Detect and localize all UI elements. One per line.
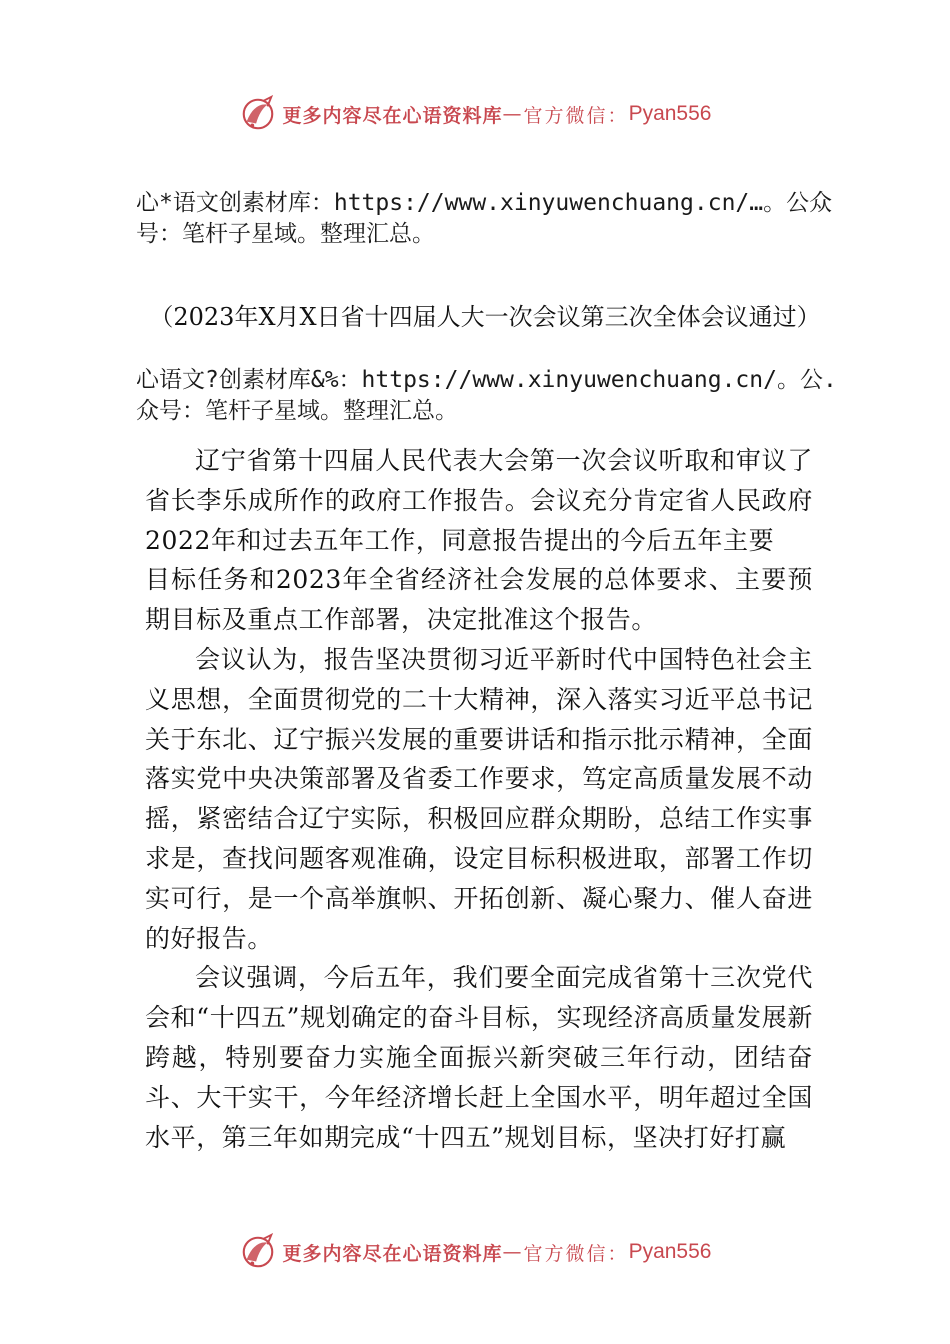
banner-brand-text: 更多内容尽在心语资料库 [282,104,503,127]
document-body [145,441,813,1157]
header-banner [0,94,950,134]
footer-banner [0,1232,950,1272]
paragraph-2: 会议认为，报告坚决贯彻习近平新时代中国特色社会主义思想，全面贯彻党的二十大精神，深入落实习近平总书记关于东北、辽宁振兴发展的重要讲话和指示批示精神，全面落实党中央决策部署及省委工作要求，笃定高质量发展不动摇，紧密结合辽宁实际，积极回应群众期盼，总结工作实事求是，查找问题客观准确，设定目标积极进取，部署工作切实可行，是一个高举旗帜、开拓创新、凝心聚力、催人奋进的好报告。 [145,644,813,953]
banner-official-label: 官方微信： [523,104,629,127]
brush-logo-icon [239,1233,277,1271]
banner-dash: — [502,103,524,125]
watermark-line-1: 心*语文创素材库：https://www.xinyuwenchuang.cn/…。公众号：笔杆子星域。整理汇总。 [136,190,833,247]
banner-official-label: 官方微信： [523,1242,629,1265]
banner-brand-text: 更多内容尽在心语资料库 [282,1242,503,1265]
banner-dash: — [502,1241,524,1263]
banner-wechat-handle: Pyan556 [628,1240,712,1263]
paragraph-3: 会议强调，今后五年，我们要全面完成省第十三次党代会和“十四五”规划确定的奋斗目标，实现经济高质量发展新跨越，特别要奋力实施全面振兴新突破三年行动，团结奋斗、大干实干，今年经济增长赶上全国水平，明年超过全国水平，第三年如期完成“十四五”规划目标，坚决打好打赢 [145,963,813,1152]
paragraph-1-continued: 目标任务和2023年全省经济社会发展的总体要求、主要预期目标及重点工作部署，决定批准这个报告。 [145,565,813,635]
paragraph-1: 辽宁省第十四届人民代表大会第一次会议听取和审议了省长李乐成所作的政府工作报告。会议充分肯定省人民政府2022年和过去五年工作，同意报告提出的今后五年主要 [145,446,813,555]
watermark-line-2: 心语文?创素材库&%：https://www.xinyuwenchuang.cn/。公.众号：笔杆子星域。整理汇总。 [136,367,837,424]
banner-wechat-handle: Pyan556 [628,102,712,125]
brush-logo-icon [239,95,277,133]
document-subtitle: （2023年X月X日省十四届人大一次会议第三次全体会议通过） [149,303,821,331]
